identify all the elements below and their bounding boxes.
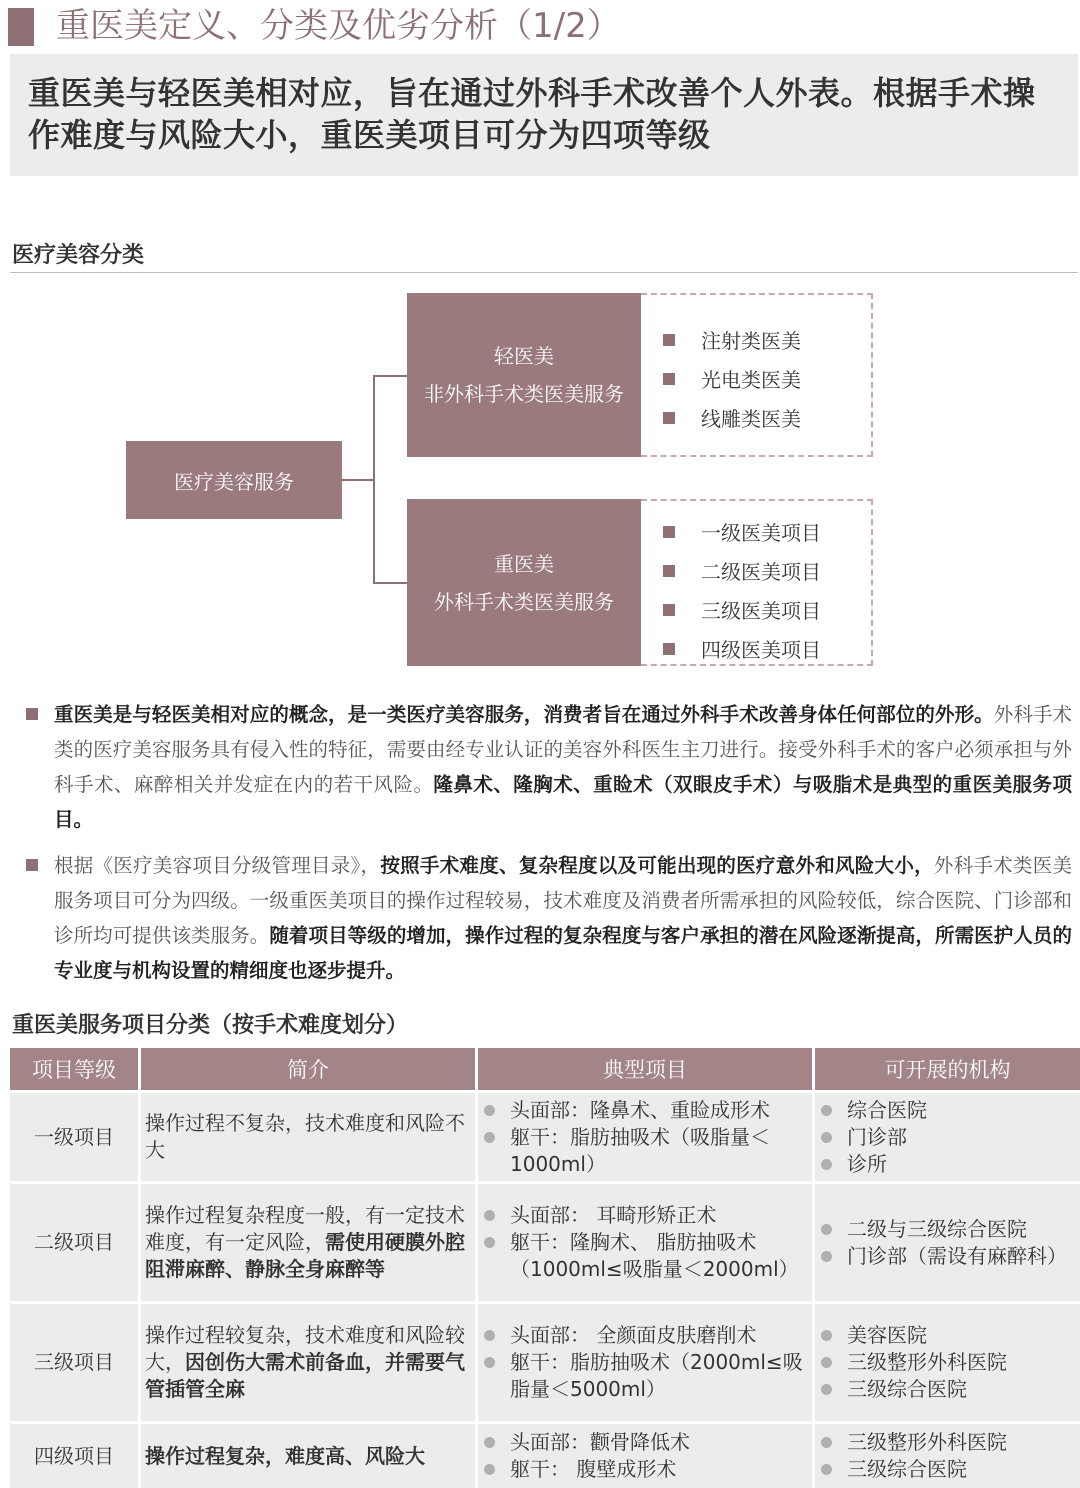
light-beauty-node (407, 293, 641, 457)
page-title: 重医美定义、分类及优劣分析（1/2） (56, 6, 621, 46)
light-beauty-items (641, 293, 873, 457)
heavy-beauty-desc: 外科手术类医美服务 (434, 589, 614, 614)
light-beauty-desc: 非外科手术类医美服务 (424, 382, 624, 406)
table-section-title: 重医美服务项目分类（按手术难度划分） (12, 1013, 409, 1038)
table-cell-institutions (815, 1304, 1080, 1421)
connector-vertical (373, 375, 375, 584)
section-divider (10, 272, 1078, 273)
table-cell-institutions (815, 1093, 1080, 1181)
table-cell-intro: 操作过程不复杂，技术难度和风险不大 (141, 1093, 475, 1181)
list-item: 门诊部 (821, 1124, 1080, 1151)
table-cell-level: 一级项目 (10, 1093, 138, 1181)
table-cell-level: 四级项目 (10, 1424, 138, 1488)
list-item: 三级整形外科医院 (821, 1349, 1080, 1376)
list-item: 头面部：隆鼻术、重睑成形术 (484, 1097, 812, 1124)
table-cell-projects (478, 1184, 812, 1301)
list-item: 三级整形外科医院 (821, 1429, 1080, 1456)
list-item: 三级综合医院 (821, 1376, 1080, 1403)
list-item: 躯干：脂肪抽吸术（2000ml≤吸脂量＜5000ml） (484, 1349, 812, 1403)
list-item: 综合医院 (821, 1097, 1080, 1124)
table-cell-level: 三级项目 (10, 1304, 138, 1421)
table-cell-projects (478, 1424, 812, 1488)
heavy-beauty-items (641, 499, 873, 666)
heavy-item: 二级医美项目 (663, 556, 821, 585)
table-cell-institutions (815, 1184, 1080, 1301)
table-header: 可开展的机构 (815, 1048, 1080, 1090)
list-item: 躯干：隆胸术、 脂肪抽吸术（1000ml≤吸脂量＜2000ml） (484, 1229, 812, 1283)
table-header: 简介 (141, 1048, 475, 1090)
summary-text: 重医美与轻医美相对应，旨在通过外科手术改善个人外表。根据手术操作难度与风险大小，重医美项目可分为四项等级 (28, 74, 1036, 154)
table-cell-projects (478, 1093, 812, 1181)
list-item: 门诊部（需设有麻醉科） (821, 1243, 1080, 1270)
heavy-item: 四级医美项目 (663, 634, 821, 663)
light-item: 注射类医美 (663, 325, 801, 354)
heavy-item: 三级医美项目 (663, 595, 821, 624)
connector-light (373, 375, 407, 377)
table-cell-intro: 操作过程复杂，难度高、风险大 (141, 1424, 475, 1488)
bullet-square (26, 708, 38, 720)
heavy-beauty-node (407, 499, 641, 666)
list-item: 诊所 (821, 1151, 1080, 1178)
list-item: 躯干： 腹壁成形术 (484, 1456, 812, 1483)
bullet-square (26, 859, 38, 871)
title-accent-bar (8, 8, 34, 46)
list-item: 头面部：颧骨降低术 (484, 1429, 812, 1456)
table-cell-intro: 操作过程复杂程度一般，有一定技术难度，有一定风险，需使用硬膜外腔阻滞麻醉、静脉全身麻醉等 (141, 1184, 475, 1301)
heavy-beauty-name: 重医美 (494, 551, 554, 576)
table-cell-intro: 操作过程较复杂，技术难度和风险较大，因创伤大需术前备血，并需要气管插管全麻 (141, 1304, 475, 1421)
connector-heavy (373, 582, 407, 584)
table-cell-institutions (815, 1424, 1080, 1488)
list-item: 三级综合医院 (821, 1456, 1080, 1483)
list-item: 头面部： 全颜面皮肤磨削术 (484, 1322, 812, 1349)
table-header: 项目等级 (10, 1048, 138, 1090)
classification-section-title: 医疗美容分类 (12, 243, 145, 268)
table-cell-level: 二级项目 (10, 1184, 138, 1301)
list-item: 头面部： 耳畸形矫正术 (484, 1202, 812, 1229)
paragraph-definition: 重医美是与轻医美相对应的概念，是一类医疗美容服务，消费者旨在通过外科手术改善身体任何部位的外形。外科手术类的医疗美容服务具有侵入性的特征，需要由经专业认证的美容外科医生主刀进行。接受外科手术的客户必须承担与外科手术、麻醉相关并发症在内的若干风险。隆鼻术、隆胸术、重睑术（双眼皮手术）与吸脂术是典型的重医美服务项目。 (54, 703, 1072, 831)
connector-root (342, 479, 374, 481)
root-node-medical-beauty: 医疗美容服务 (126, 441, 342, 519)
table-cell-projects (478, 1304, 812, 1421)
light-item: 光电类医美 (663, 364, 801, 393)
heavy-item: 一级医美项目 (663, 517, 821, 546)
list-item: 躯干：脂肪抽吸术（吸脂量＜1000ml） (484, 1124, 812, 1178)
list-item: 二级与三级综合医院 (821, 1216, 1080, 1243)
list-item: 美容医院 (821, 1322, 1080, 1349)
light-item: 线雕类医美 (663, 403, 801, 432)
paragraph-grading: 根据《医疗美容项目分级管理目录》，按照手术难度、复杂程度以及可能出现的医疗意外和风险大小，外科手术类医美服务项目可分为四级。一级重医美项目的操作过程较易，技术难度及消费者所需承担的风险较低，综合医院、门诊部和诊所均可提供该类服务。随着项目等级的增加，操作过程的复杂程度与客户承担的潜在风险逐渐提高，所需医护人员的专业度与机构设置的精细度也逐步提升。 (54, 854, 1072, 982)
summary-box (10, 54, 1078, 176)
table-header: 典型项目 (478, 1048, 812, 1090)
page-title-bar (8, 4, 1068, 48)
light-beauty-name: 轻医美 (494, 344, 554, 368)
